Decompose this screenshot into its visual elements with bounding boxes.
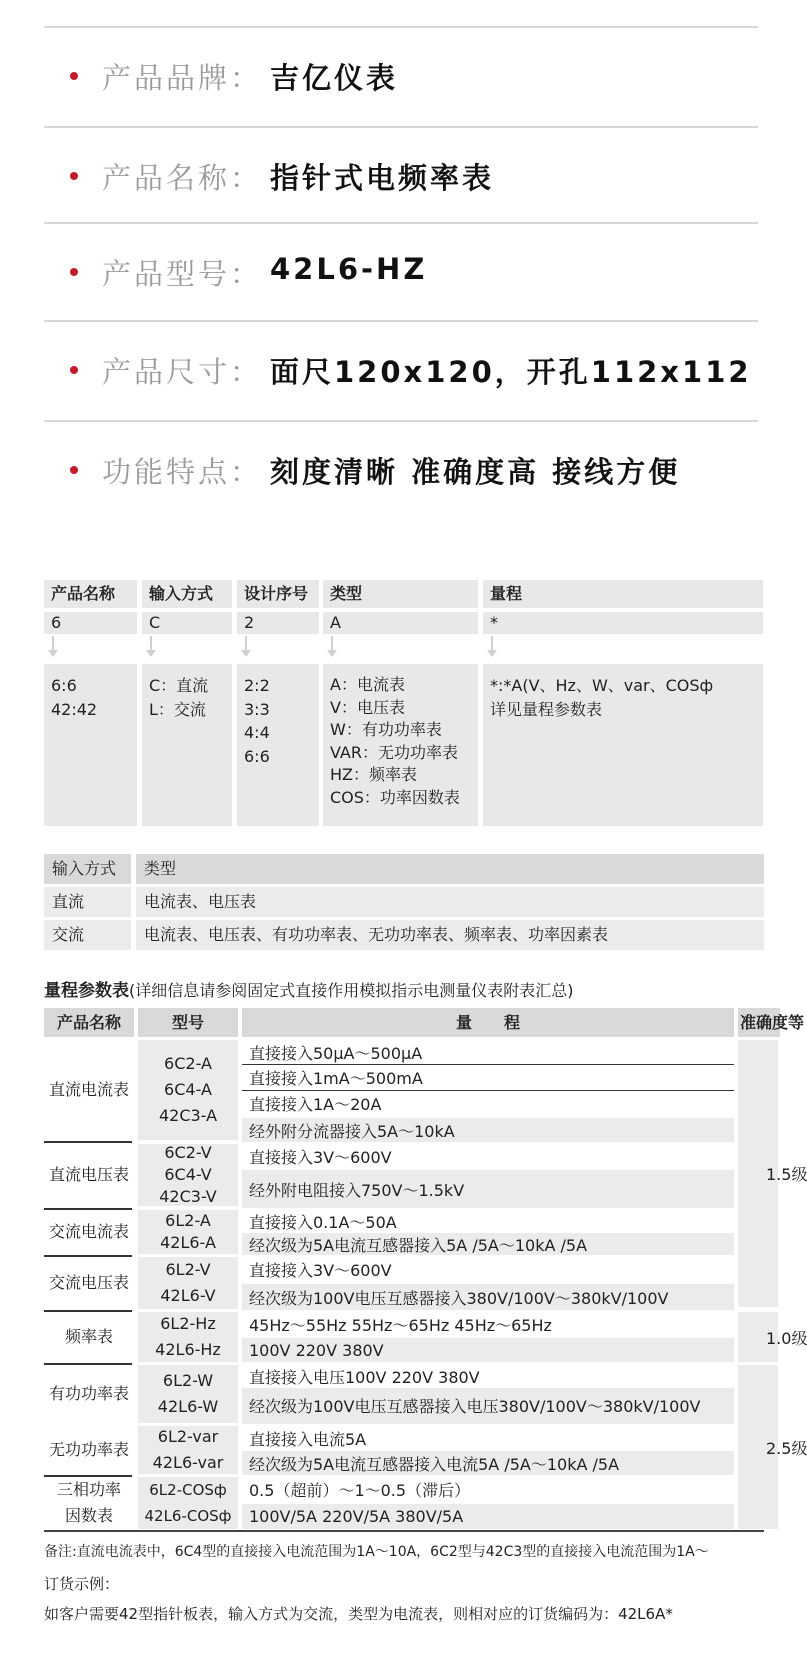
spec-row-name — [44, 126, 758, 228]
code-col-value: A — [323, 612, 478, 634]
model-name: 6L2-COSф — [149, 1481, 227, 1499]
order-code-table — [44, 580, 764, 830]
arrow-down-icon — [245, 636, 247, 652]
table-header-cell: 准确度等 — [738, 1008, 780, 1037]
model-cell — [138, 1312, 238, 1362]
spec-value: 刻度清晰 准确度高 接线方便 — [270, 455, 681, 489]
table-bottom-rule — [44, 1530, 764, 1532]
model-name: 6C4-V — [164, 1165, 212, 1184]
input-type-header-row — [44, 854, 764, 884]
code-body-line: 4:4 — [244, 723, 270, 742]
table-cell: 交流 — [44, 920, 131, 950]
table-cell: 电流表、电压表 — [136, 887, 764, 917]
model-name: 42L6-V — [160, 1286, 216, 1305]
range-cell: 直接接入3V～600V — [242, 1144, 734, 1168]
range-cell: 100V 220V 380V — [242, 1338, 734, 1362]
code-body-line: 3:3 — [244, 699, 270, 719]
spec-label: 功能特点： — [102, 455, 263, 489]
range-param-table — [44, 1008, 807, 1568]
table-header-cell: 型号 — [138, 1008, 238, 1037]
model-name: 6L2-V — [165, 1260, 211, 1279]
range-cell: 经次级为5A电流互感器接入电流5A /5A～10kA /5A — [242, 1451, 734, 1475]
spec-row-brand — [44, 26, 758, 128]
model-name: 6L2-A — [165, 1211, 211, 1230]
model-name: 42L6-W — [157, 1397, 219, 1416]
remark-note: 备注:直流电流表中，6C4型的直接接入电流范围为1A～10A，6C2型与42C3型的直接接入电流范围为1A～ — [44, 1544, 709, 1560]
code-body-line: 6:6 — [51, 676, 77, 695]
accuracy-cell: 1.5级 — [738, 1040, 778, 1307]
range-cell: 直接接入0.1A～50A — [242, 1210, 734, 1232]
code-col-header: 类型 — [323, 580, 478, 608]
model-name: 6C4-A — [164, 1080, 212, 1099]
model-cell — [138, 1477, 238, 1529]
code-body-line: L：交流 — [149, 699, 206, 719]
model-name: 6L2-W — [162, 1371, 214, 1390]
table-header-cell: 类型 — [136, 854, 764, 884]
order-example-text: 如客户需要42型指针板表，输入方式为交流，类型为电流表，则相对应的订货编码为：42L6A* — [44, 1605, 673, 1623]
code-body-line: 2:2 — [244, 676, 270, 695]
code-col-design — [237, 580, 319, 830]
code-col-value: * — [483, 612, 763, 634]
spec-row-model — [44, 222, 758, 324]
code-body-line: 详见量程参数表 — [490, 699, 603, 719]
table-cell: 直流 — [44, 887, 131, 917]
model-name: 42C3-A — [158, 1106, 218, 1125]
range-title-bold: 量程参数表 — [44, 981, 129, 1001]
spec-label: 产品型号： — [102, 257, 263, 291]
range-cell: 经次级为5A电流互感器接入5A /5A～10kA /5A — [242, 1233, 734, 1255]
range-cell: 经次级为100V电压互感器接入380V/100V～380kV/100V — [242, 1284, 734, 1310]
model-cell — [138, 1365, 238, 1423]
code-col-header: 输入方式 — [142, 580, 232, 608]
model-name: 42C3-V — [159, 1187, 217, 1206]
table-row — [44, 887, 764, 917]
code-col-value: C — [142, 612, 232, 634]
range-cell: 经外附分流器接入5A～10kA — [242, 1118, 734, 1142]
model-name: 42L6-A — [160, 1233, 216, 1252]
range-cell: 直接接入电流5A — [242, 1426, 734, 1450]
model-cell — [138, 1144, 238, 1206]
code-body-line: V：电压表 — [330, 697, 405, 717]
arrow-down-icon — [52, 636, 54, 652]
category-cell: 直流电流表 — [48, 1080, 129, 1099]
code-col-type — [323, 580, 478, 830]
spec-value: 指针式电频率表 — [270, 161, 495, 195]
category-cell: 无功功率表 — [48, 1440, 129, 1459]
code-col-header: 设计序号 — [237, 580, 319, 608]
code-body-line: C：直流 — [149, 676, 209, 695]
model-name: 42L6-Hz — [155, 1340, 221, 1359]
code-body-line: A：电流表 — [330, 675, 405, 694]
spec-label: 产品品牌： — [102, 61, 263, 95]
code-col-range — [483, 580, 763, 830]
arrow-down-icon — [331, 636, 333, 652]
spec-row-size — [44, 320, 758, 422]
range-title-note: (详细信息请参阅固定式直接作用模拟指示电测量仪表附表汇总) — [129, 981, 574, 1000]
code-col-body — [142, 664, 232, 826]
spec-value: 面尺120x120，开孔112x112 — [270, 355, 752, 389]
model-cell — [138, 1257, 238, 1309]
code-body-line: HZ：频率表 — [330, 765, 417, 784]
range-cell: 经外附电阻接入750V～1.5kV — [242, 1170, 734, 1208]
code-body-line: COS：功率因数表 — [330, 787, 460, 807]
model-cell — [138, 1040, 238, 1140]
accuracy-cell: 1.0级 — [738, 1312, 778, 1362]
model-name: 6L2-var — [157, 1427, 219, 1446]
code-body-line: 6:6 — [244, 746, 270, 766]
model-name: 6C2-V — [164, 1143, 212, 1162]
code-body-line: W：有功功率表 — [330, 720, 442, 739]
range-cell: 直接接入1A～20A — [242, 1091, 734, 1116]
order-example-title: 订货示例： — [44, 1575, 120, 1593]
category-cell: 三相功率 因数表 — [56, 1480, 121, 1525]
arrow-down-icon — [150, 636, 152, 652]
category-cell: 交流电压表 — [48, 1273, 129, 1292]
category-cell: 直流电压表 — [48, 1165, 129, 1184]
code-col-body — [44, 664, 137, 826]
bullet-dot — [70, 172, 78, 180]
arrow-down-icon — [491, 636, 493, 652]
category-cell: 有功功率表 — [48, 1384, 129, 1403]
spec-label: 产品尺寸： — [102, 355, 263, 389]
range-cell: 经次级为100V电压互感器接入电压380V/100V～380kV/100V — [242, 1388, 734, 1424]
model-name: 6L2-Hz — [160, 1314, 216, 1333]
range-table-title — [44, 976, 574, 1001]
model-name: 42L6-var — [152, 1453, 224, 1472]
range-cell: 45Hz～55Hz 55Hz～65Hz 45Hz～65Hz — [242, 1312, 734, 1336]
model-cell — [138, 1210, 238, 1254]
category-cell: 交流电流表 — [48, 1222, 129, 1241]
model-name: 6C2-A — [164, 1054, 212, 1073]
spec-row-features — [44, 420, 758, 522]
spec-label: 产品名称： — [102, 161, 263, 195]
code-col-value: 6 — [44, 612, 137, 634]
range-cell: 直接接入50μA～500μA — [242, 1040, 734, 1064]
code-col-header: 产品名称 — [44, 580, 137, 608]
model-cell — [138, 1426, 238, 1474]
table-cell: 电流表、电压表、有功功率表、无功功率表、频率表、功率因素表 — [136, 920, 764, 950]
code-col-product — [44, 580, 137, 830]
bullet-dot — [70, 72, 78, 80]
spec-value: 吉亿仪表 — [270, 61, 399, 95]
code-col-body — [323, 664, 478, 826]
code-col-body — [237, 664, 319, 826]
range-cell: 0.5（超前）～1～0.5（滞后） — [242, 1477, 734, 1502]
code-col-header: 量程 — [483, 580, 763, 608]
model-name: 42L6-COSф — [144, 1507, 232, 1525]
code-body-line: 42:42 — [51, 699, 98, 719]
code-col-input — [142, 580, 232, 830]
spec-value: 42L6-HZ — [270, 252, 428, 286]
table-row — [44, 920, 764, 950]
table-header-cell: 量 程 — [242, 1008, 734, 1037]
bullet-dot — [70, 268, 78, 276]
table-header-cell: 产品名称 — [44, 1008, 134, 1037]
bullet-dot — [70, 466, 78, 474]
range-cell: 100V/5A 220V/5A 380V/5A — [242, 1504, 734, 1529]
code-col-body — [483, 664, 763, 826]
category-cell: 频率表 — [64, 1327, 113, 1346]
bullet-dot — [70, 366, 78, 374]
row-divider — [44, 1141, 132, 1143]
code-body-line: VAR：无功功率表 — [330, 742, 458, 762]
range-cell: 直接接入1mA～500mA — [242, 1065, 734, 1090]
code-body-line: *:*A(V、Hz、W、var、COSф — [490, 676, 714, 695]
range-cell: 直接接入3V～600V — [242, 1257, 734, 1282]
accuracy-cell: 2.5级 — [738, 1365, 778, 1529]
range-cell: 直接接入电压100V 220V 380V — [242, 1365, 734, 1387]
table-header-cell: 输入方式 — [44, 854, 131, 884]
code-col-value: 2 — [237, 612, 319, 634]
